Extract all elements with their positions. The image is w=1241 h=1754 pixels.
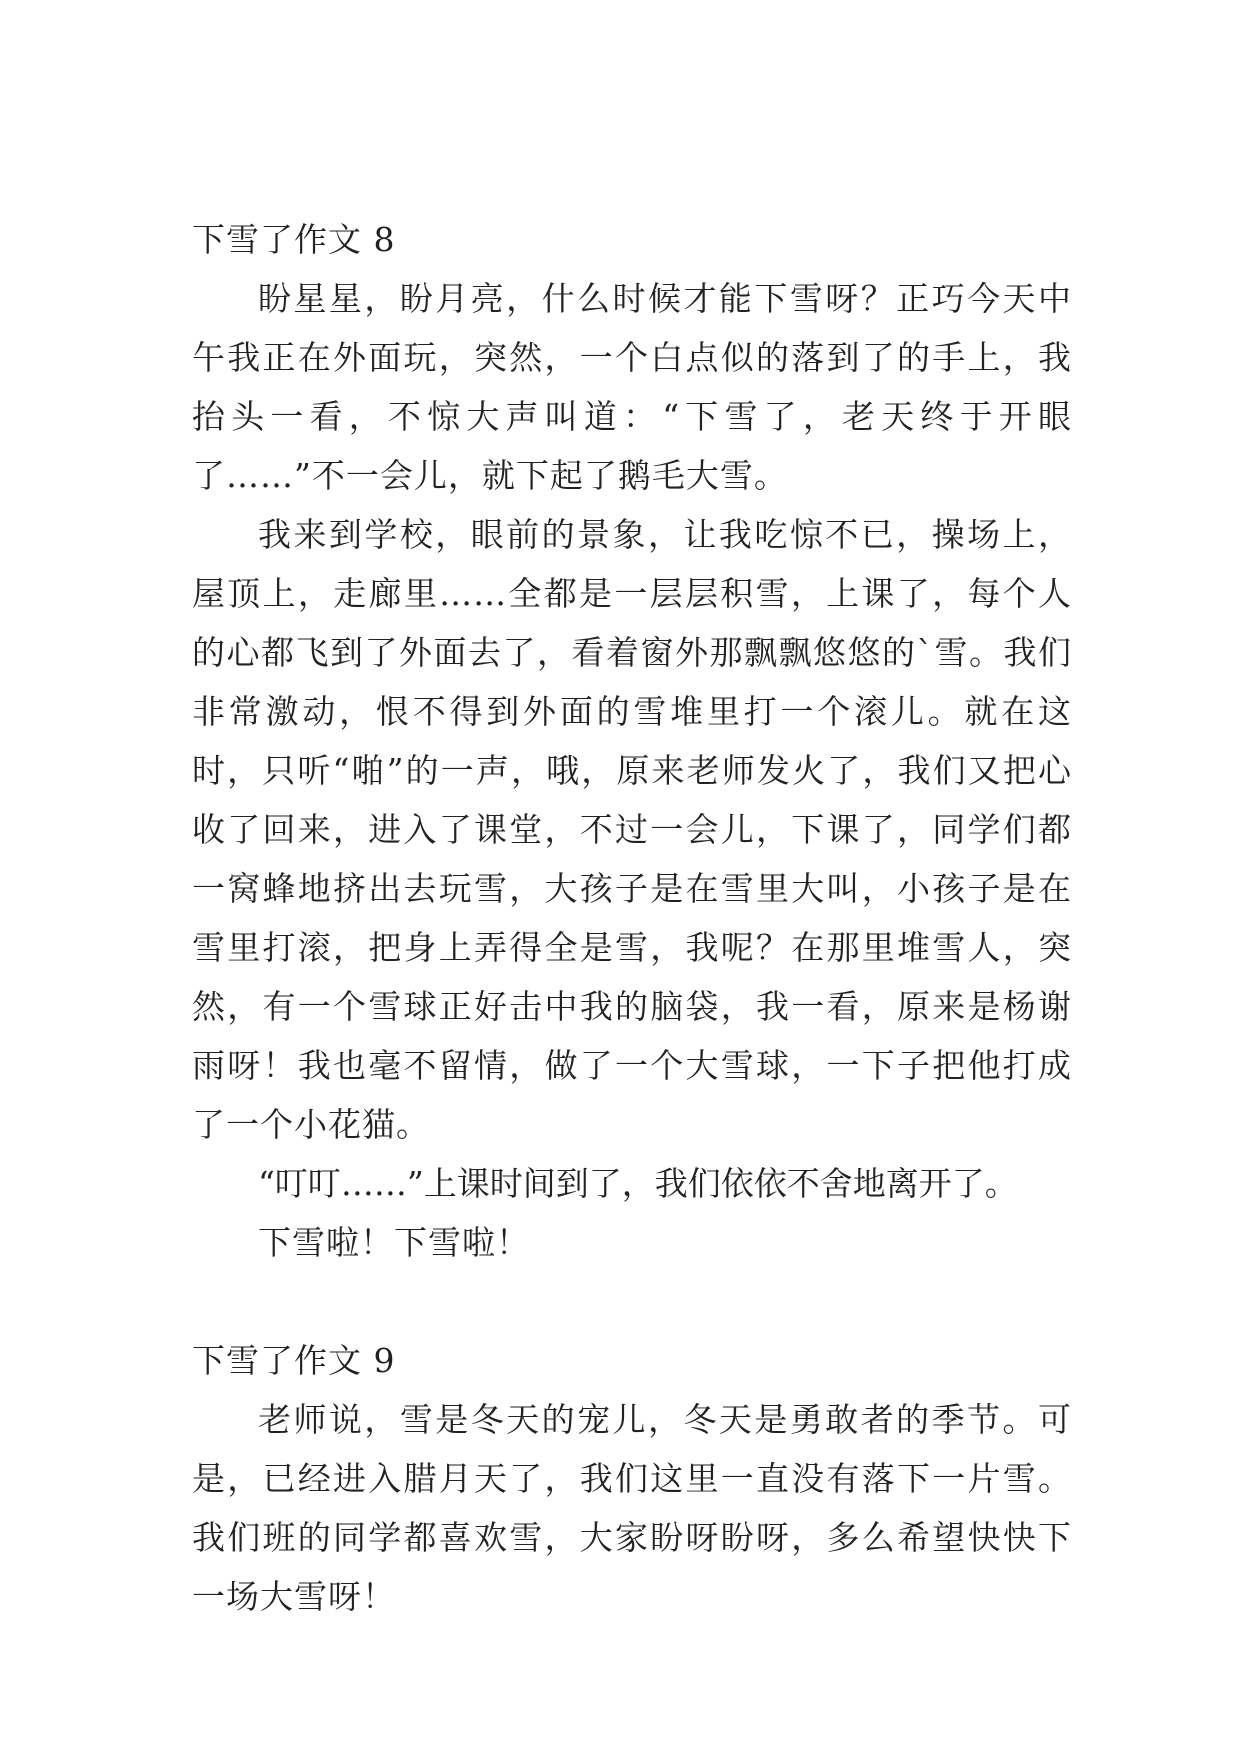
paragraph: 下雪啦！下雪啦！ [258,1223,530,1262]
paragraph: “叮叮……”上课时间到了，我们依依不舍地离开了。 [258,1164,1018,1203]
section-title: 下雪了作文 9 [192,1341,396,1380]
essay-section-8 [192,210,1072,1272]
essay-content [192,210,1072,1626]
paragraph: 盼星星，盼月亮，什么时候才能下雪呀？正巧今天中午我正在外面玩，突然，一个白点似的落到了的手上，我抬头一看，不惊大声叫道：“下雪了，老天终于开眼了……”不一会儿，就下起了鹅毛大雪。 [192,279,1072,495]
section-title: 下雪了作文 8 [192,220,396,259]
paragraph: 我来到学校，眼前的景象，让我吃惊不已，操场上，屋顶上，走廊里……全都是一层层积雪，上课了，每个人的心都飞到了外面去了，看着窗外那飘飘悠悠的`雪。我们非常激动，恨不得到外面的雪堆里打一个滚儿。就在这时，只听“啪”的一声，哦，原来老师发火了，我们又把心收了回来，进入了课堂，不过一会儿，下课了，同学们都一窝蜂地挤出去玩雪，大孩子是在雪里大叫，小孩子是在雪里打滚，把身上弄得全是雪，我呢？在那里堆雪人，突然，有一个雪球正好击中我的脑袋，我一看，原来是杨谢雨呀！我也毫不留情，做了一个大雪球，一下子把他打成了一个小花猫。 [192,515,1072,1144]
paragraph: 老师说，雪是冬天的宠儿，冬天是勇敢者的季节。可是，已经进入腊月天了，我们这里一直没有落下一片雪。我们班的同学都喜欢雪，大家盼呀盼呀，多么希望快快下一场大雪呀！ [192,1400,1072,1616]
essay-section-9 [192,1331,1072,1626]
